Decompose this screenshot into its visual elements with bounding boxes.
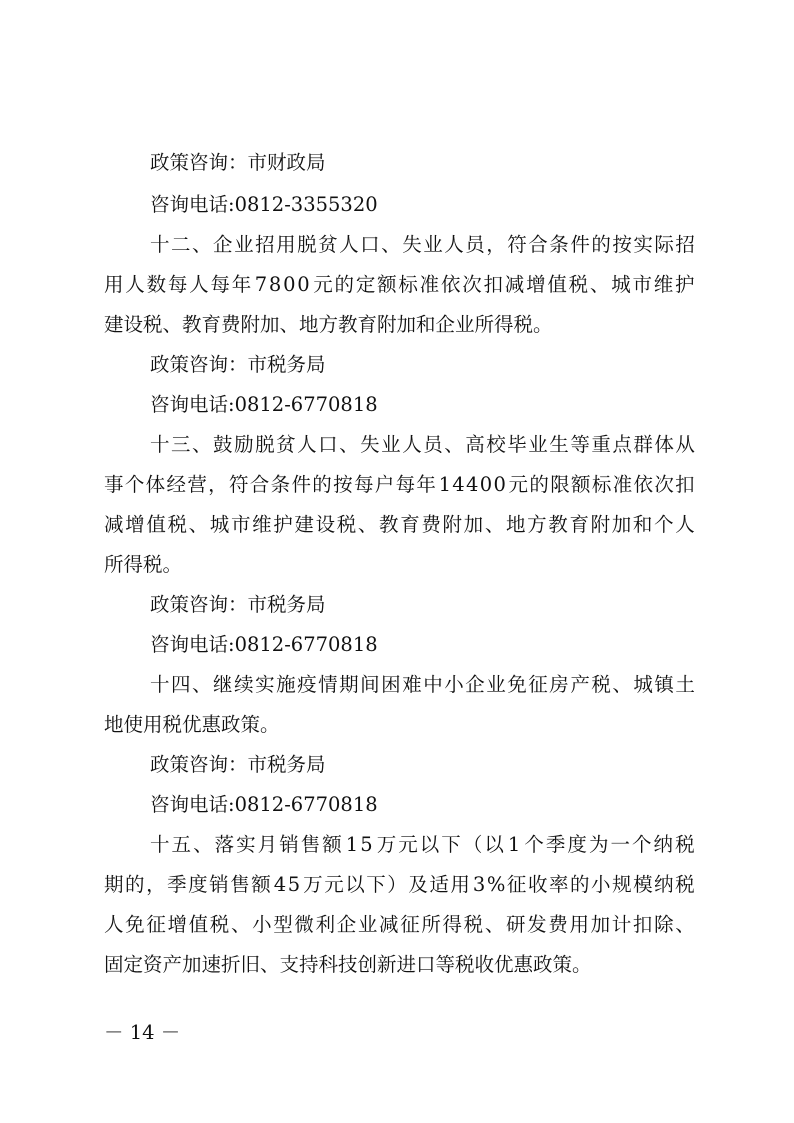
item-12-line-2: 用 人 数 每 人 每 年 7 8 0 0 元 的 定 额 标 准 依 次 扣 减 增 值 税 、 城 市 维 护 xyxy=(104,273,695,296)
item-12-line-1: 十 二 、 企 业 招 用 脱 贫 人 口 、 失 业 人 员 ， 符 合 条 件 的 按 实 际 招 xyxy=(150,233,695,256)
policy-consult-tax-2: 政策咨询：市税务局 xyxy=(150,593,326,616)
item-14-line-1: 十 四 、 继 续 实 施 疫 情 期 间 困 难 中 小 企 业 免 征 房 产 税 、 城 镇 土 xyxy=(150,673,695,696)
item-13-line-4: 所得税。 xyxy=(104,553,183,576)
consult-phone-tax-2: 咨询电话:0812-6770818 xyxy=(150,633,378,656)
item-15-line-3: 人 免 征 增 值 税 、 小 型 微 利 企 业 减 征 所 得 税 、 研 发 费 用 加 计 扣 除 、 xyxy=(104,913,695,936)
consult-phone-tax-3: 咨询电话:0812-6770818 xyxy=(150,793,378,816)
item-15-line-2: 期 的 ， 季 度 销 售 额 4 5 万 元 以 下 ） 及 适 用 3 % 征 收 率 的 小 规 模 纳 税 xyxy=(104,873,695,896)
item-15-line-4: 固定资产加速折旧、支持科技创新进口等税收优惠政策。 xyxy=(104,953,592,976)
policy-consult-tax-3: 政策咨询：市税务局 xyxy=(150,753,326,776)
item-13-line-3: 减 增 值 税 、 城 市 维 护 建 设 税 、 教 育 费 附 加 、 地 方 教 育 附 加 和 个 人 xyxy=(104,513,695,536)
item-12-line-3: 建设税、教育费附加、地方教育附加和企业所得税。 xyxy=(104,313,553,336)
item-13-line-2: 事 个 体 经 营 ， 符 合 条 件 的 按 每 户 每 年 1 4 4 0 0 元 的 限 额 标 准 依 次 扣 xyxy=(104,473,695,496)
item-13-line-1: 十 三 、 鼓 励 脱 贫 人 口 、 失 业 人 员 、 高 校 毕 业 生 等 重 点 群 体 从 xyxy=(150,433,695,456)
item-14-line-2: 地使用税优惠政策。 xyxy=(104,713,280,736)
page-number: － 14 － xyxy=(104,1021,181,1044)
policy-consult-tax-1: 政策咨询：市税务局 xyxy=(150,353,326,376)
item-15-line-1: 十 五 、 落 实 月 销 售 额 1 5 万 元 以 下 （ 以 1 个 季 度 为 一 个 纳 税 xyxy=(150,833,695,856)
consult-phone-tax-1: 咨询电话:0812-6770818 xyxy=(150,393,378,416)
consult-phone-finance: 咨询电话:0812-3355320 xyxy=(150,193,378,216)
policy-consult-finance: 政策咨询：市财政局 xyxy=(150,151,326,174)
